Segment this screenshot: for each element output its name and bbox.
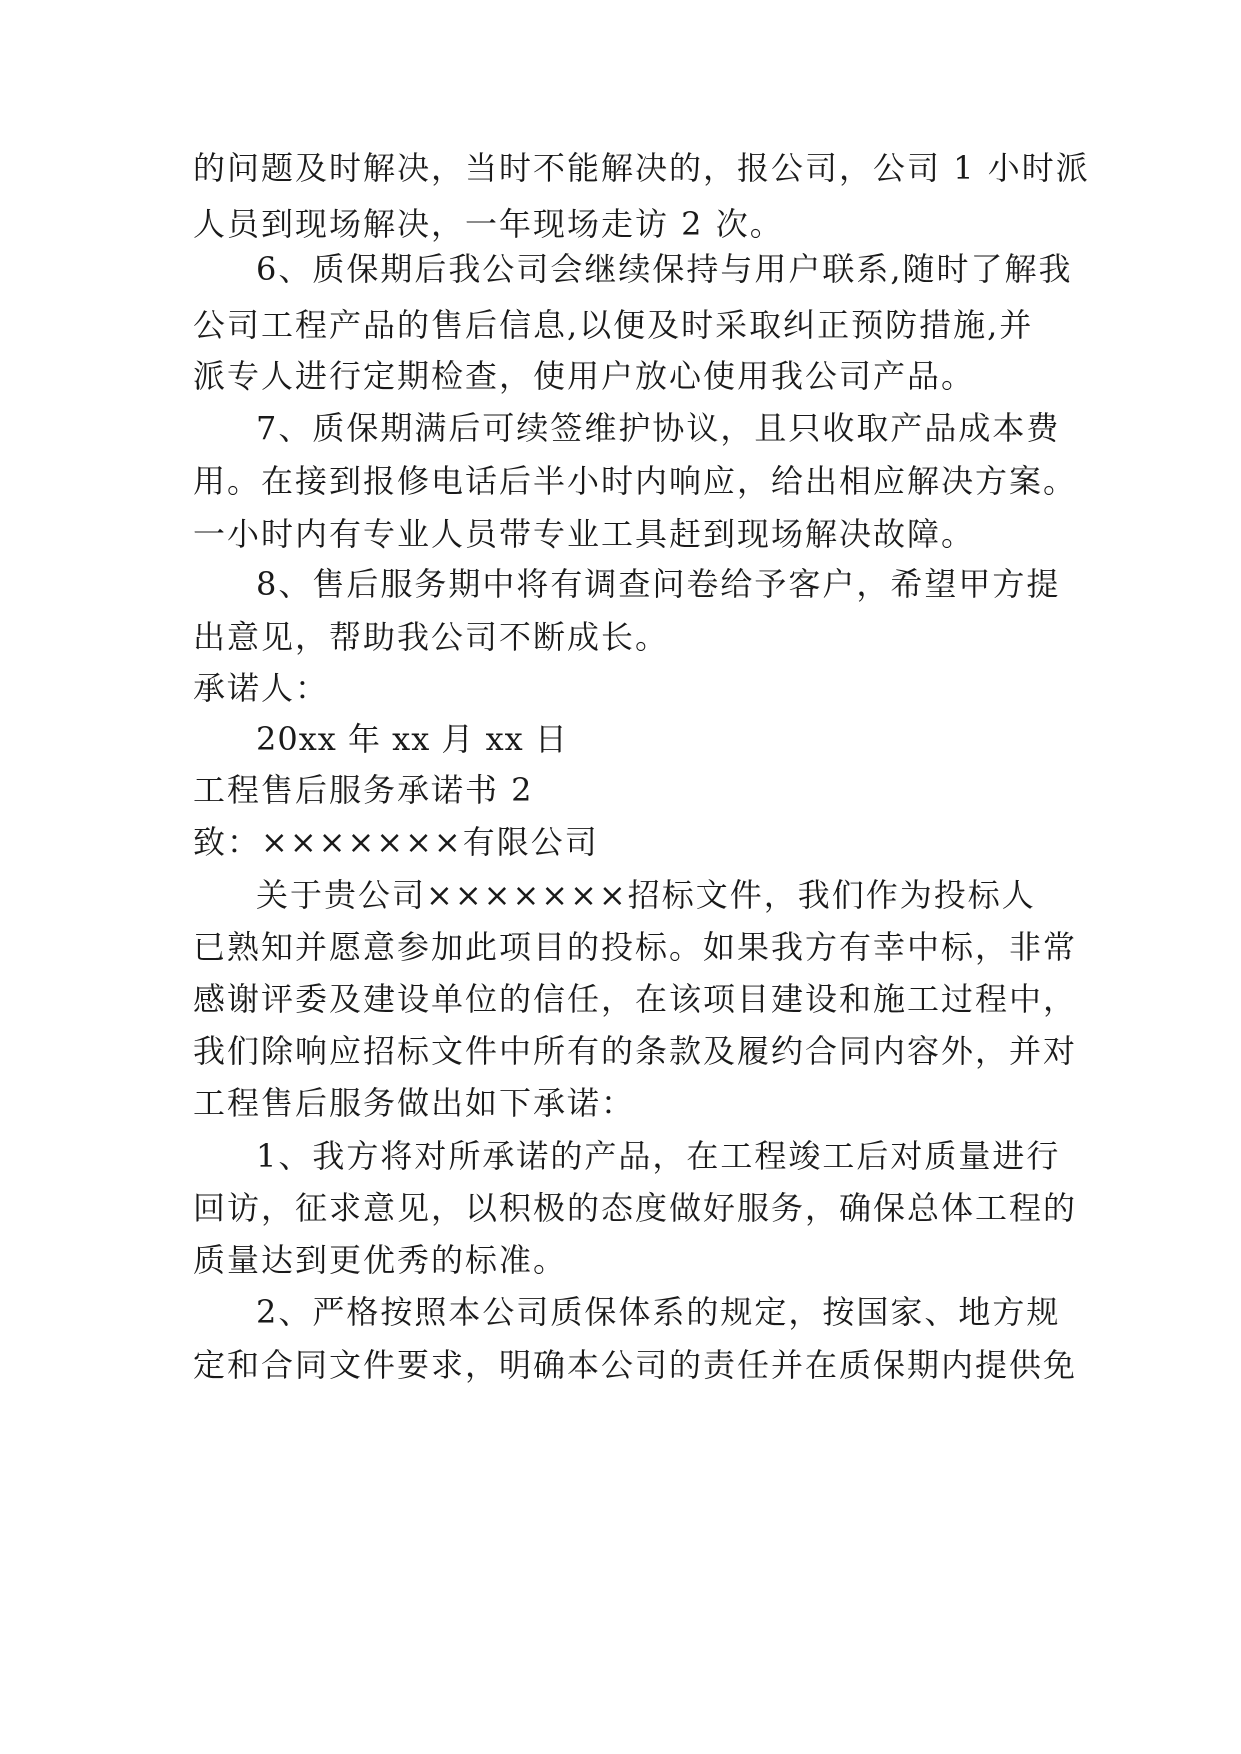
body-line: 派专人进行定期检查，使用户放心使用我公司产品。 <box>193 357 976 395</box>
intro-paragraph-start: 关于贵公司×××××××招标文件，我们作为投标人 <box>256 876 1036 914</box>
body-line: 出意见，帮助我公司不断成长。 <box>193 618 670 656</box>
body-line: 已熟知并愿意参加此项目的投标。如果我方有幸中标，非常 <box>193 928 1078 966</box>
paragraph-7-start: 7、质保期满后可续签维护协议，且只收取产品成本费 <box>256 409 1061 447</box>
body-line: 用。在接到报修电话后半小时内响应，给出相应解决方案。 <box>193 462 1078 500</box>
body-line: 质量达到更优秀的标准。 <box>193 1241 568 1279</box>
commitment-2-start: 2、严格按照本公司质保体系的规定，按国家、地方规 <box>256 1293 1061 1331</box>
paragraph-8-start: 8、售后服务期中将有调查问卷给予客户，希望甲方提 <box>256 565 1061 603</box>
body-line: 定和合同文件要求，明确本公司的责任并在质保期内提供免 <box>193 1346 1078 1384</box>
paragraph-6-start: 6、质保期后我公司会继续保持与用户联系,随时了解我 <box>256 250 1073 288</box>
body-line: 我们除响应招标文件中所有的条款及履约合同内容外，并对 <box>193 1032 1078 1070</box>
body-line: 一小时内有专业人员带专业工具赶到现场解决故障。 <box>193 515 976 553</box>
body-line: 工程售后服务做出如下承诺： <box>193 1084 636 1122</box>
section-title: 工程售后服务承诺书 2 <box>193 771 534 809</box>
body-line: 公司工程产品的售后信息,以便及时采取纠正预防措施,并 <box>193 306 1034 344</box>
body-line: 人员到现场解决，一年现场走访 2 次。 <box>193 205 784 243</box>
body-line: 的问题及时解决，当时不能解决的，报公司，公司 1 小时派 <box>193 149 1090 187</box>
body-line: 感谢评委及建设单位的信任，在该项目建设和施工过程中， <box>193 980 1078 1018</box>
addressee-line: 致：×××××××有限公司 <box>193 823 599 861</box>
body-line: 回访，征求意见，以积极的态度做好服务，确保总体工程的 <box>193 1189 1078 1227</box>
commitment-1-start: 1、我方将对所承诺的产品，在工程竣工后对质量进行 <box>256 1137 1061 1175</box>
date-line: 20xx 年 xx 月 xx 日 <box>256 720 568 758</box>
promisor-label: 承诺人： <box>193 669 330 707</box>
